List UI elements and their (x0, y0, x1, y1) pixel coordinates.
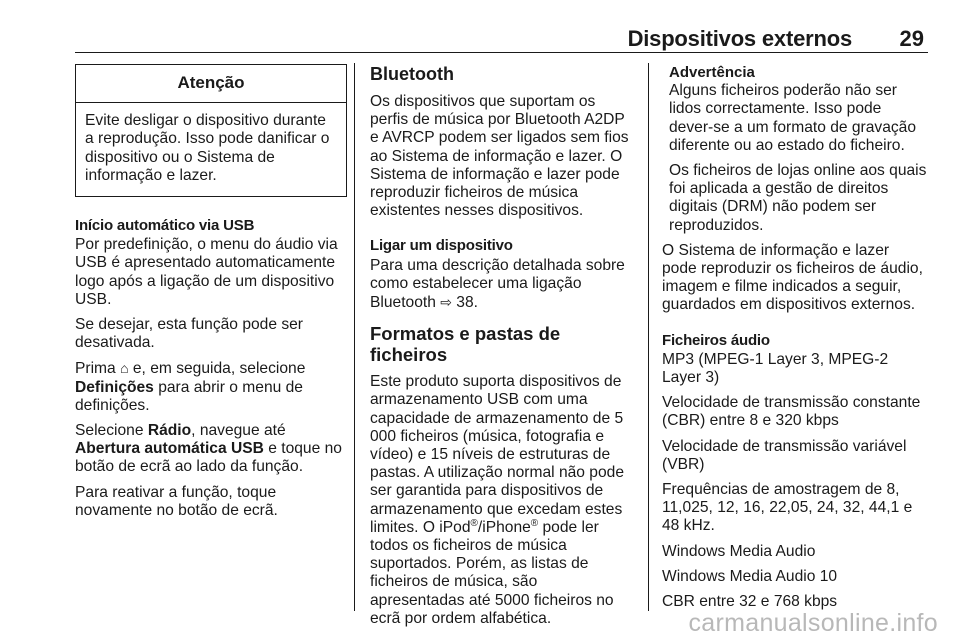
advert-block (662, 64, 928, 235)
warning-box-text: Evite desligar o dispositivo durante a reprodução. Isso pode danificar o dispositivo ou o Sistema de informação e lazer. (85, 112, 330, 184)
formats-intro-paragraph: O Sistema de informação e lazer pode reproduzir os ficheiros de áudio, imagem e filme indicados a seguir, guardados em dispositivos externos. (662, 241, 923, 314)
audio-item: CBR entre 32 e 768 kbps (662, 593, 838, 611)
column-left (75, 64, 347, 527)
advert-paragraph-2: Os ficheiros de lojas online aos quais foi aplicada a gestão de direitos digitais (DRM) não podem ser reproduzidos. (669, 162, 927, 234)
autostart-paragraph: Por predefinição, o menu do áudio via USB é apresentado automaticamente logo após a ligação de um dispositivo USB. (75, 236, 338, 308)
audio-item: Windows Media Audio (662, 542, 816, 560)
connect-paragraph: Para uma descrição detalhada sobre como estabelecer uma ligação Bluetooth ⇨ 38. (370, 256, 625, 312)
column-divider (648, 63, 649, 611)
column-right (662, 64, 928, 618)
home-icon: ⌂ (120, 360, 129, 377)
page-header (75, 22, 928, 53)
audio-files-heading: Ficheiros áudio (662, 331, 770, 349)
formats-heading: Formatos e pastas de ficheiros (370, 323, 561, 366)
connect-heading: Ligar um dispositivo (370, 237, 513, 255)
bluetooth-heading: Bluetooth (370, 64, 454, 84)
formats-paragraph: Este produto suporta dispositivos de armazenamento USB com uma capacidade de armazenamento de 5 000 ficheiros (música, fotografia e vídeo) e 15 níveis de estruturas de pastas. A utilização normal não pode ser garantida para dispositivos de armazenamento que excedam estes limites. O iPod®/iPhone® pode ler todos os ficheiros de música suportados. Porém, as listas de ficheiros de música, são apresentadas até 5000 ficheiros no ecrã por ordem alfabética. (370, 373, 624, 627)
warning-box (75, 64, 347, 197)
advert-heading: Advertência (669, 64, 755, 81)
column-divider (354, 63, 355, 611)
advert-paragraph-1: Alguns ficheiros poderão não ser lidos correctamente. Isso pode dever-se a um formato de gravação diferente ou ao estado do ficheiro. (669, 82, 917, 154)
audio-item: Frequências de amostragem de 8, 11,025, 12, 16, 22,05, 24, 32, 44,1 e 48 kHz. (662, 481, 913, 535)
watermark: carmanualsonline.info (688, 609, 938, 637)
audio-item: Windows Media Audio 10 (662, 567, 838, 585)
page-reference-icon: ⇨ (440, 294, 452, 311)
reactivate-paragraph: Para reativar a função, toque novamente no botão de ecrã. (75, 483, 278, 519)
page-number: 29 (899, 26, 924, 51)
autostart-heading: Início automático via USB (75, 217, 255, 235)
audio-item: Velocidade de transmissão constante (CBR) entre 8 e 320 kbps (662, 394, 921, 430)
usb-autostart-term: Abertura automática USB (75, 440, 264, 458)
page-title: Dispositivos externos (627, 26, 852, 51)
disable-paragraph: Se desejar, esta função pode ser desativada. (75, 316, 303, 352)
audio-item: MP3 (MPEG-1 Layer 3, MPEG-2 Layer 3) (662, 350, 889, 387)
radio-term: Rádio (147, 422, 192, 440)
radio-paragraph: Selecione Rádio, navegue até Abertura automática USB e toque no botão de ecrã ao lado da função. (75, 422, 342, 476)
settings-paragraph: Prima ⌂ e, em seguida, selecione Definições para abrir o menu de definições. (75, 360, 306, 414)
column-middle (370, 64, 634, 635)
settings-term: Definições (75, 378, 154, 396)
warning-box-title: Atenção (76, 65, 346, 103)
audio-item: Velocidade de transmissão variável (VBR) (662, 437, 907, 473)
bluetooth-paragraph: Os dispositivos que suportam os perfis de música por Bluetooth A2DP e AVRCP podem ser ligados sem fios ao Sistema de informação e lazer. O Sistema de informação e lazer pode reproduzir ficheiros de música existentes nesses dispositivos. (370, 93, 629, 220)
